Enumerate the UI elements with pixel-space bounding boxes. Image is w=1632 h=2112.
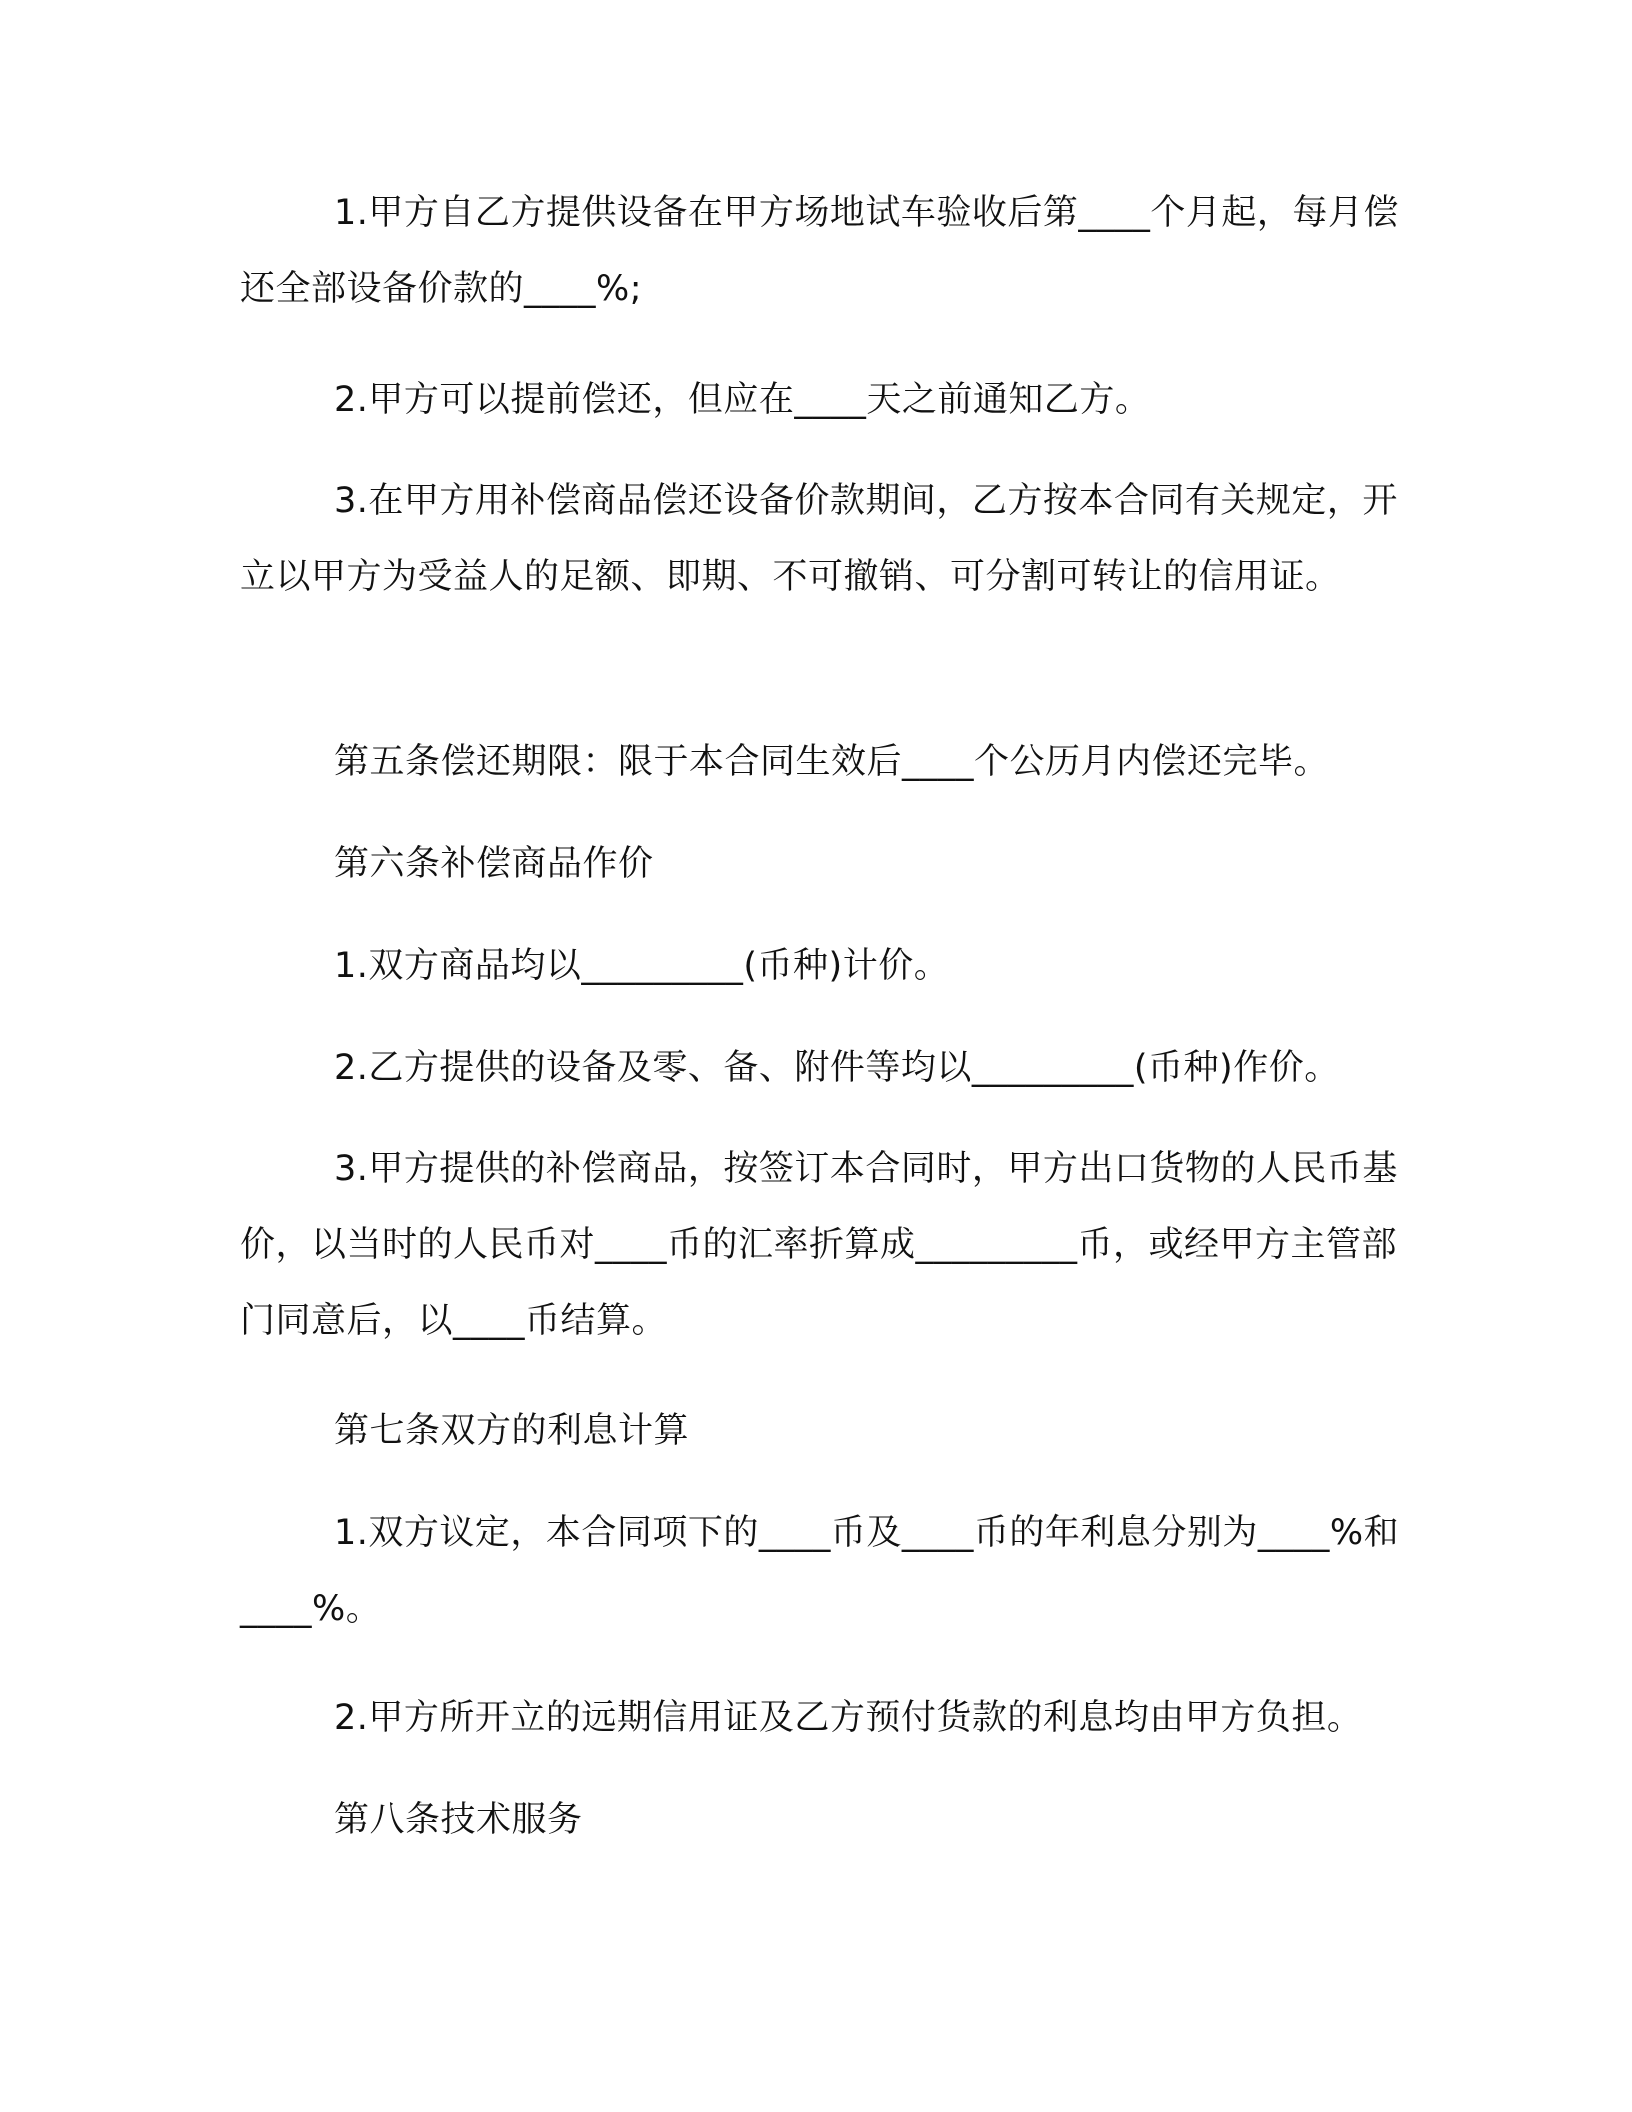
clause-4-item-2: 2.甲方可以提前偿还，但应在____天之前通知乙方。 (334, 380, 1151, 420)
clause-7-item-1: 1.双方议定，本合同项下的____币及____币的年利息分别为____%和____%。 (240, 1513, 1400, 1629)
clause-6-heading: 第六条补偿商品作价 (334, 844, 654, 884)
clause-7-item-2: 2.甲方所开立的远期信用证及乙方预付货款的利息均由甲方负担。 (334, 1698, 1363, 1738)
clause-7-heading: 第七条双方的利息计算 (334, 1411, 690, 1451)
clause-6-item-3: 3.甲方提供的补偿商品，按签订本合同时，甲方出口货物的人民币基价，以当时的人民币对____币的汇率折算成_________币，或经甲方主管部门同意后，以____币结算。 (240, 1149, 1398, 1341)
clause-4-item-3: 3.在甲方用补偿商品偿还设备价款期间，乙方按本合同有关规定，开立以甲方为受益人的足额、即期、不可撤销、可分割可转让的信用证。 (240, 481, 1398, 597)
clause-8-heading: 第八条技术服务 (334, 1800, 583, 1840)
clause-6-item-2: 2.乙方提供的设备及零、备、附件等均以_________(币种)作价。 (334, 1048, 1340, 1088)
clause-5-heading: 第五条偿还期限：限于本合同生效后____个公历月内偿还完毕。 (334, 742, 1330, 782)
clause-6-item-1: 1.双方商品均以_________(币种)计价。 (334, 946, 950, 986)
clause-4-item-1: 1.甲方自乙方提供设备在甲方场地试车验收后第____个月起，每月偿还全部设备价款的____%; (240, 193, 1399, 309)
